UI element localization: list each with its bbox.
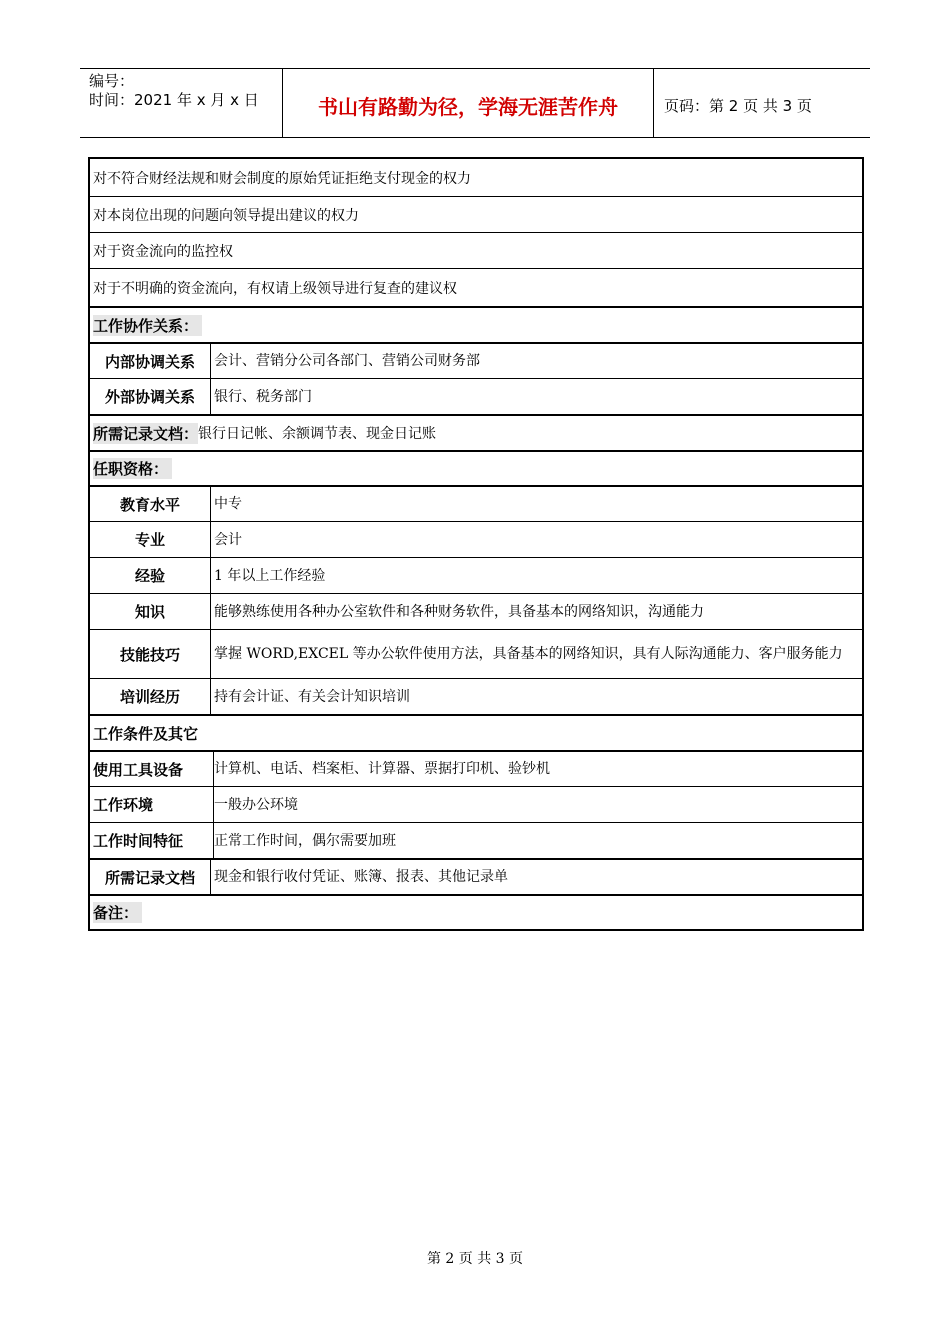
- section-title: 工作条件及其它: [93, 724, 199, 743]
- condition-row: [90, 750, 862, 786]
- page-header: [80, 68, 870, 138]
- qualification-value: 1 年以上工作经验: [214, 567, 326, 584]
- rights-row: [90, 232, 862, 268]
- rights-text: 对本岗位出现的问题向领导提出建议的权力: [93, 207, 359, 224]
- condition-row: [90, 858, 862, 894]
- internal-coordination-row: [90, 342, 862, 378]
- condition-row: [90, 786, 862, 822]
- qualification-label: 教育水平: [90, 487, 211, 521]
- header-meta-cell: [80, 69, 283, 137]
- date-label: 时间：2021 年 x 月 x 日: [89, 91, 259, 109]
- rights-row: [90, 196, 862, 232]
- qualification-label: 专业: [90, 522, 211, 557]
- qualification-value: 会计: [214, 531, 242, 548]
- condition-value: 计算机、电话、档案柜、计算器、票据打印机、验钞机: [214, 761, 550, 777]
- rights-text: 对于不明确的资金流向，有权请上级领导进行复查的建议权: [93, 280, 457, 297]
- section-qualifications: [90, 450, 862, 485]
- condition-label: 所需记录文档: [90, 860, 211, 894]
- records-row: [90, 414, 862, 450]
- header-page-cell: [654, 69, 870, 137]
- page-info: 页码：第 2 页 共 3 页: [664, 97, 812, 115]
- qualification-row: [90, 629, 862, 678]
- qualification-value: 持有会计证、有关会计知识培训: [214, 688, 410, 705]
- rights-text: 对不符合财经法规和财会制度的原始凭证拒绝支付现金的权力: [93, 170, 471, 187]
- section-cooperation: [90, 306, 862, 342]
- section-title: 工作协作关系：: [93, 315, 202, 336]
- records-label: 所需记录文档：: [93, 424, 199, 443]
- rights-row: [90, 159, 862, 196]
- qualification-label: 经验: [90, 558, 211, 593]
- internal-coordination-value: 会计、营销分公司各部门、营销公司财务部: [214, 353, 480, 369]
- qualification-row: [90, 678, 862, 714]
- condition-label: 工作时间特征: [90, 823, 214, 858]
- rights-row: [90, 268, 862, 306]
- qualification-value: 能够熟练使用各种办公室软件和各种财务软件，具备基本的网络知识，沟通能力: [214, 603, 704, 620]
- qualification-row: [90, 557, 862, 593]
- qualification-row: [90, 593, 862, 629]
- condition-value: 正常工作时间，偶尔需要加班: [214, 832, 396, 849]
- qualification-row: [90, 521, 862, 557]
- qualification-value: 中专: [214, 496, 242, 512]
- external-coordination-value: 银行、税务部门: [214, 388, 312, 405]
- external-coordination-label: 外部协调关系: [90, 379, 211, 414]
- serial-label: 编号：: [89, 72, 135, 90]
- condition-value: 现金和银行收付凭证、账簿、报表、其他记录单: [214, 869, 508, 885]
- page-footer: 第 2 页 共 3 页: [426, 1251, 524, 1267]
- internal-coordination-label: 内部协调关系: [90, 344, 211, 378]
- remarks-label: 备注：: [93, 902, 142, 923]
- qualification-row: [90, 485, 862, 521]
- qualification-label: 技能技巧: [90, 630, 211, 678]
- section-title: 任职资格：: [93, 458, 172, 479]
- rights-text: 对于资金流向的监控权: [93, 243, 233, 260]
- job-description-table: [88, 157, 864, 931]
- remarks-row: [90, 894, 862, 929]
- condition-value: 一般办公环境: [214, 796, 298, 813]
- qualification-label: 培训经历: [90, 679, 211, 714]
- header-motto-cell: [283, 69, 654, 137]
- external-coordination-row: [90, 378, 862, 414]
- qualification-label: 知识: [90, 594, 211, 629]
- section-conditions: [90, 714, 862, 750]
- qualification-value: 掌握 WORD,EXCEL 等办公软件使用方法，具备基本的网络知识，具有人际沟通能力、客户服务能力: [214, 646, 843, 662]
- condition-row: [90, 822, 862, 858]
- condition-label: 工作环境: [90, 787, 214, 822]
- motto: 书山有路勤为径，学海无涯苦作舟: [318, 95, 618, 119]
- records-value: 银行日记帐、余额调节表、现金日记账: [198, 426, 437, 442]
- condition-label: 使用工具设备: [90, 752, 214, 786]
